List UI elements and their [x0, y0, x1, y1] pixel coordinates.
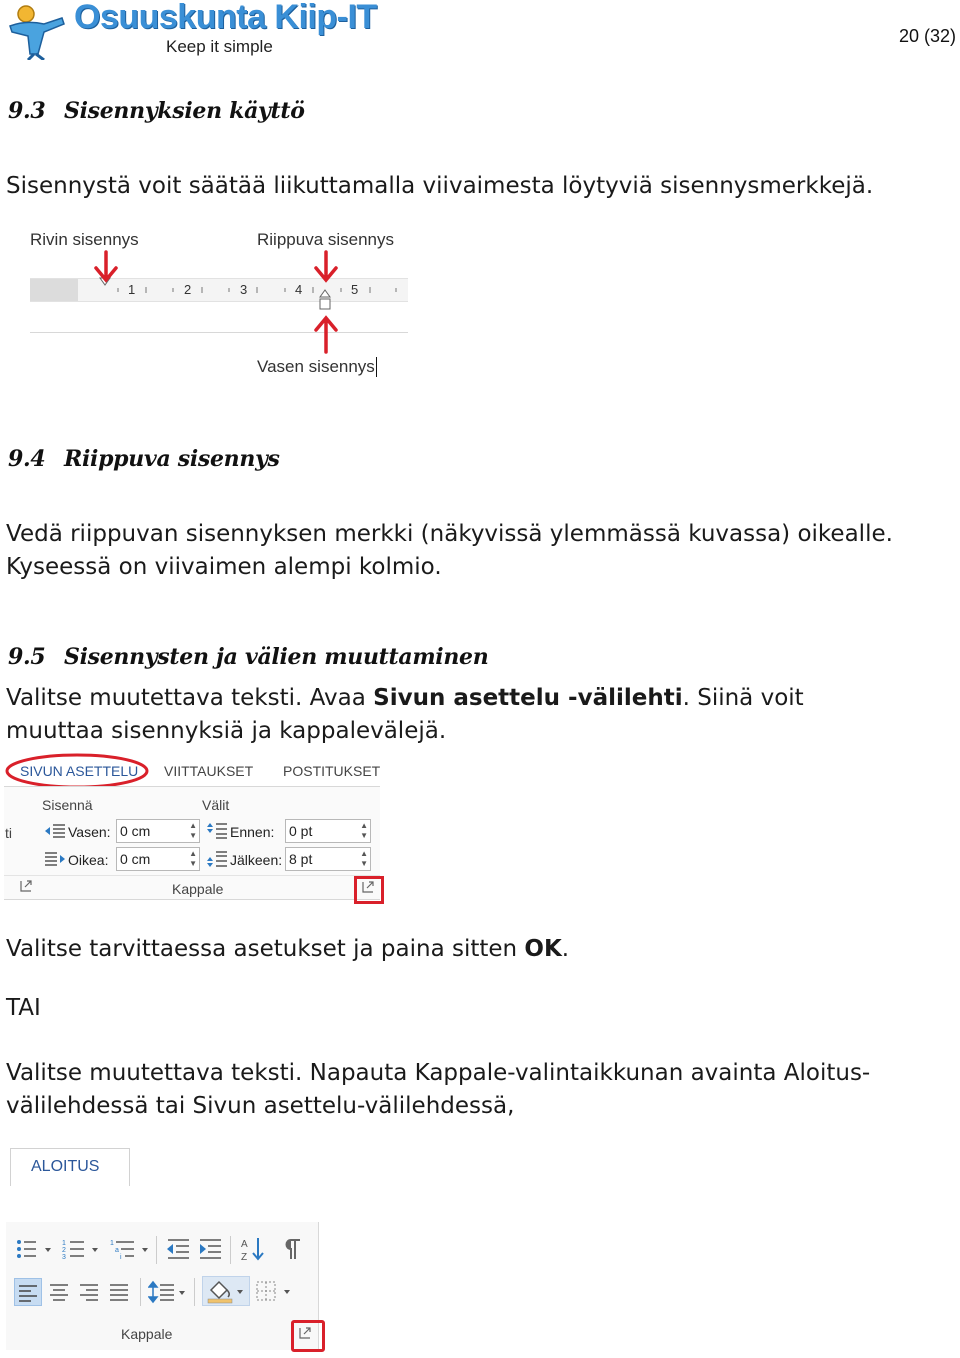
paragraph-text: . Siinä voit [682, 685, 804, 711]
spacing-after-icon [206, 850, 228, 868]
ruler[interactable] [30, 278, 408, 302]
justify-icon[interactable] [109, 1283, 129, 1301]
logo-title: Osuuskunta Kiip-IT [74, 0, 377, 36]
decrease-indent-icon[interactable] [166, 1238, 190, 1260]
red-box-annotation [354, 876, 384, 904]
red-arrow-down-icon [312, 250, 340, 284]
increase-indent-icon[interactable] [198, 1238, 222, 1260]
tab-page-layout[interactable]: SIVUN ASETTELU [20, 763, 139, 779]
svg-text:A: A [241, 1239, 248, 1250]
indent-left-label: Vasen: [68, 824, 111, 840]
bullets-icon[interactable] [16, 1238, 54, 1260]
logo-figure-icon [4, 2, 72, 60]
shading-button[interactable] [202, 1276, 250, 1306]
ribbon-home-body [6, 1222, 319, 1350]
heading-number: 9.5 [8, 644, 46, 670]
ribbon-home-tab[interactable] [10, 1148, 130, 1186]
spacing-before-field[interactable] [285, 819, 371, 843]
group-name-paragraph: Kappale [172, 881, 224, 897]
paragraph-9-5-line2: muuttaa sisennyksiä ja kappalevälejä. [6, 718, 447, 744]
align-right-icon[interactable] [79, 1283, 99, 1301]
ruler-tick-label: 5 [351, 282, 359, 297]
svg-text:3: 3 [62, 1254, 66, 1260]
ribbon-separator [230, 1236, 231, 1264]
ribbon-separator [156, 1236, 157, 1264]
group-name-paragraph: Kappale [121, 1326, 173, 1342]
heading-title: Riippuva sisennys [64, 446, 280, 472]
align-left-button[interactable] [14, 1278, 42, 1306]
spin-arrows-icon[interactable]: ▲ ▼ [360, 821, 368, 840]
page-number: 20 (32) [898, 26, 956, 46]
ruler-tick-label: 4 [295, 282, 303, 297]
spin-arrows-icon[interactable]: ▲ ▼ [189, 849, 197, 868]
heading-number: 9.3 [8, 98, 46, 124]
spacing-before-value: 0 pt [289, 823, 313, 839]
svg-text:1: 1 [62, 1240, 66, 1247]
ruler-label-hanging: Riippuva sisennys [257, 230, 395, 249]
group-divider [4, 875, 380, 876]
logo [4, 0, 377, 62]
heading-number: 9.4 [8, 446, 46, 472]
paragraph-9-4-line2: Kyseessä on viivaimen alempi kolmio. [6, 554, 442, 580]
paragraph-text: . [561, 936, 570, 962]
group-label-indent: Sisennä [42, 797, 93, 813]
indent-left-field[interactable] [116, 819, 200, 843]
logo-subtitle: Keep it simple [166, 37, 273, 56]
spacing-before-icon [206, 822, 228, 840]
ribbon-page-layout [4, 752, 390, 910]
ruler-label-first-line: Rivin sisennys [30, 230, 139, 249]
svg-text:i: i [120, 1254, 122, 1260]
paragraph-final-line1: Valitse muutettava teksti. Napauta Kappale-valintaikkunan avainta Aloitus- [6, 1060, 871, 1086]
ribbon-body [4, 786, 380, 900]
ruler-tick-label: 2 [184, 282, 192, 297]
align-center-icon[interactable] [49, 1283, 69, 1301]
paragraph-bold-text: OK [524, 936, 562, 962]
ribbon-separator [140, 1278, 141, 1306]
indent-right-label: Oikea: [68, 852, 109, 868]
spacing-before-label: Ennen: [230, 824, 275, 840]
spacing-after-value: 8 pt [289, 851, 313, 867]
group-label-spacing: Välit [202, 797, 230, 813]
paragraph-text: Valitse tarvittaessa asetukset ja paina sitten [6, 936, 525, 962]
paragraph-9-4-line1: Vedä riippuvan sisennyksen merkki (näkyvissä ylemmässä kuvassa) oikealle. [6, 521, 893, 547]
svg-text:1: 1 [110, 1240, 114, 1247]
heading-9-4 [8, 446, 280, 472]
spin-arrows-icon[interactable]: ▲ ▼ [360, 849, 368, 868]
tab-mailings[interactable]: POSTITUKSET [283, 763, 381, 779]
spacing-after-label: Jälkeen: [230, 852, 283, 868]
spacing-after-field[interactable] [285, 847, 371, 871]
ruler-tick-label: 3 [240, 282, 248, 297]
indent-left-value: 0 cm [120, 823, 151, 839]
svg-text:Z: Z [241, 1252, 248, 1262]
indent-left-icon [44, 823, 66, 839]
multilevel-list-icon[interactable] [110, 1238, 152, 1260]
cut-off-label: ti [5, 825, 12, 841]
align-left-icon [19, 1284, 39, 1302]
show-formatting-marks-icon[interactable] [284, 1238, 302, 1260]
ruler-tick-label: 1 [128, 282, 136, 297]
tab-home-label: ALOITUS [31, 1158, 100, 1175]
paragraph-9-3: Sisennystä voit säätää liikuttamalla viivaimesta löytyviä sisennysmerkkejä. [6, 173, 874, 199]
paragraph-text: Valitse muutettava teksti. Avaa [6, 685, 374, 711]
heading-9-3 [8, 98, 305, 124]
sort-icon[interactable] [240, 1236, 266, 1262]
tab-references[interactable]: VIITTAUKSET [164, 763, 254, 779]
borders-icon[interactable] [256, 1280, 296, 1304]
paragraph-9-5-line1 [6, 682, 804, 715]
heading-9-5 [8, 644, 488, 670]
svg-text:a: a [115, 1247, 119, 1254]
svg-text:2: 2 [62, 1247, 66, 1254]
indent-right-value: 0 cm [120, 851, 151, 867]
heading-title: Sisennysten ja välien muuttaminen [64, 644, 489, 670]
numbering-icon[interactable] [62, 1238, 102, 1260]
paragraph-bold-text: Sivun asettelu -välilehti [373, 685, 683, 711]
paragraph-ok [6, 933, 569, 966]
heading-title: Sisennyksien käyttö [64, 98, 305, 124]
line-spacing-icon[interactable] [148, 1280, 188, 1304]
paragraph-or: TAI [6, 995, 41, 1021]
red-box-annotation [291, 1320, 325, 1352]
ruler-figure [28, 226, 412, 386]
indent-right-icon [44, 851, 66, 867]
ruler-divider [30, 332, 408, 333]
indent-right-field[interactable] [116, 847, 200, 871]
paragraph-final-line2: välilehdessä tai Sivun asettelu-välilehdessä, [6, 1093, 515, 1119]
hanging-indent-marker-icon[interactable] [319, 289, 331, 311]
shading-icon [207, 1280, 247, 1304]
dialog-launcher-icon[interactable] [20, 880, 32, 892]
ruler-label-left-indent: Vasen sisennys [257, 357, 375, 376]
ribbon-separator [194, 1278, 195, 1306]
spin-arrows-icon[interactable]: ▲ ▼ [189, 821, 197, 840]
red-arrow-down-icon [92, 250, 120, 284]
red-arrow-up-icon [312, 314, 340, 354]
